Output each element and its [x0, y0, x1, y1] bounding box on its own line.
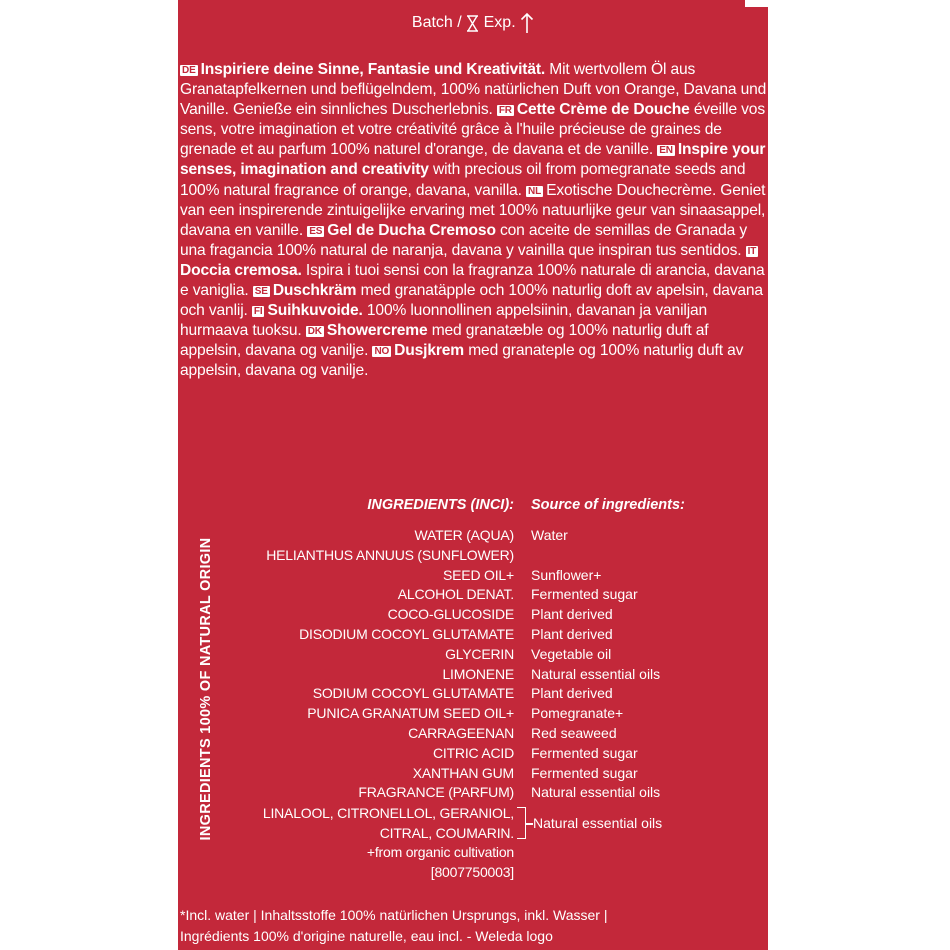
ingredient-row	[178, 605, 768, 625]
description-heading: Showercreme	[326, 322, 428, 340]
ingredient-row	[178, 645, 768, 665]
multilingual-description	[180, 60, 768, 382]
source-heading: Source of ingredients:	[531, 497, 685, 513]
ingredient-row	[178, 744, 768, 764]
description-text: with precious oil from pomegranate seeds and 100% natural fragrance of orange, davana, vanilla.	[180, 161, 746, 199]
ingredient-row	[178, 724, 768, 744]
ingredient-source: Red seaweed	[531, 724, 617, 741]
description-heading: Duschkräm	[272, 282, 357, 300]
ingredient-source: Plant derived	[531, 625, 613, 642]
description-text: med granatäpple och 100% naturlig doft av apelsin, davana och vanlij.	[180, 282, 763, 320]
ingredient-rows	[178, 526, 768, 803]
ingredient-source: Fermented sugar	[531, 586, 638, 603]
natural-origin-text: INGREDIENTS 100% OF NATURAL ORIGIN	[198, 537, 214, 841]
language-tag: FI	[253, 306, 263, 318]
ingredient-name: WATER (AQUA)	[414, 527, 514, 543]
ingredient-row	[178, 546, 768, 566]
ingredient-source: Fermented sugar	[531, 764, 638, 781]
footer-line: *Incl. water | Inhaltsstoffe 100% natürlichen Ursprungs, inkl. Wasser |	[180, 907, 608, 923]
ingredient-name: HELIANTHUS ANNUUS (SUNFLOWER)	[266, 546, 514, 563]
language-tag: ES	[309, 225, 323, 237]
batch-expiry-header	[178, 12, 768, 34]
ingredient-name: CARRAGEENAN	[408, 724, 514, 741]
arrow-up-icon	[520, 12, 534, 34]
ingredient-name: PUNICA GRANATUM SEED OIL+	[307, 705, 514, 722]
ingredient-name: DISODIUM COCOYL GLUTAMATE	[299, 625, 514, 642]
footer-note	[180, 905, 768, 947]
description-heading: Cette Crème de Douche	[516, 101, 690, 119]
ingredient-row	[178, 783, 768, 803]
ingredients-list	[178, 526, 768, 883]
ingredient-name: FRAGRANCE (PARFUM)	[358, 784, 514, 801]
ingredient-source: Natural essential oils	[531, 665, 661, 682]
ingredient-source: Plant derived	[531, 685, 613, 702]
ingredient-group-row	[178, 803, 768, 843]
product-code-row	[178, 863, 768, 883]
ingredient-source: Sunflower+	[531, 566, 602, 583]
description-text: med granatæble og 100% naturlig duft af appelsin, davana og vanilje.	[180, 322, 709, 360]
natural-origin-claim	[186, 516, 226, 862]
description-heading: Inspiriere deine Sinne, Fantasie und Kreativität.	[200, 61, 546, 78]
ingredient-source: Fermented sugar	[531, 744, 638, 761]
ingredient-name: SEED OIL+	[443, 566, 514, 583]
language-tag: FR	[498, 105, 512, 117]
ingredient-row	[178, 665, 768, 685]
language-tag: NL	[528, 185, 542, 197]
ingredient-row	[178, 585, 768, 605]
ingredient-source: Plant derived	[531, 606, 613, 623]
ingredient-name: COCO-GLUCOSIDE	[387, 606, 514, 623]
label-corner-cutout	[745, 0, 768, 7]
language-tag: DE	[182, 65, 196, 76]
description-text: Mit wertvollem Öl aus Granatapfelkernen und beflügelndem, 100% natürlichen Duft von Orange, Davana und Vanille. Genieße ein sinnliches Duscherlebnis.	[180, 61, 767, 119]
description-heading: Suihkuvoide.	[267, 302, 363, 320]
ingredient-group-names	[263, 803, 514, 843]
description-heading: Dusjkrem	[394, 342, 465, 360]
ingredient-name: GLYCERIN	[445, 645, 514, 662]
product-label	[178, 0, 768, 950]
ingredients-heading: INGREDIENTS (INCI):	[367, 497, 514, 513]
language-tag: DK	[307, 326, 322, 338]
batch-label: Batch /	[411, 14, 462, 32]
ingredient-source: Natural essential oils	[531, 784, 661, 801]
description-heading: Gel de Ducha Cremoso	[327, 221, 496, 239]
description-text: Exotische Douchecrème. Geniet van een inspirerende zintuigelijke ervaring met 100% natuurlijke geur van sinaasappel, davana en vanille.	[180, 181, 766, 239]
organic-note: +from organic cultivation	[366, 844, 514, 861]
ingredient-row	[178, 764, 768, 784]
ingredient-group-line: CITRAL, COUMARIN.	[379, 825, 514, 842]
ingredient-row	[178, 684, 768, 704]
ingredient-row	[178, 526, 768, 546]
hourglass-icon	[466, 15, 479, 32]
language-tag: EN	[659, 145, 673, 157]
ingredient-source: Water	[531, 527, 568, 543]
description-text: 100% luonnollinen appelsiinin, davanan ja vaniljan hurmaava tuoksu.	[180, 302, 708, 340]
organic-note-row	[178, 843, 768, 863]
language-tag: IT	[747, 245, 757, 257]
ingredient-name: LIMONENE	[442, 665, 514, 682]
product-code: [8007750003]	[430, 863, 514, 880]
description-text: Ispira i tuoi sensi con la fragranza 100% naturale di arancia, davana e vaniglia.	[180, 261, 765, 300]
bracket-tick	[525, 823, 533, 825]
expiry-label: Exp.	[483, 14, 516, 32]
ingredient-name: SODIUM COCOYL GLUTAMATE	[312, 685, 514, 702]
description-text: med granateple og 100% naturlig duft av appelsin, davana og vanilje.	[180, 342, 744, 380]
ingredient-source: Pomegranate+	[531, 705, 624, 722]
ingredient-row	[178, 704, 768, 724]
description-heading: Doccia cremosa.	[180, 261, 302, 279]
ingredient-name: XANTHAN GUM	[412, 764, 514, 781]
ingredient-group-source: Natural essential oils	[533, 815, 663, 832]
ingredient-name: ALCOHOL DENAT.	[397, 586, 514, 603]
footer-line: Ingrédients 100% d'origine naturelle, eau incl. - Weleda logo	[180, 928, 553, 944]
language-tag: NO	[374, 346, 390, 358]
language-tag: SE	[254, 286, 268, 298]
description-text: con aceite de semillas de Granada y una fragancia 100% natural de naranja, davana y vainilla que inspiran tus sentidos.	[180, 221, 748, 259]
description-heading: Inspire your senses, imagination and creativity	[180, 141, 766, 179]
ingredient-row	[178, 566, 768, 586]
ingredient-source: Vegetable oil	[531, 645, 612, 662]
ingredient-name: CITRIC ACID	[432, 744, 514, 761]
ingredient-group-line: LINALOOL, CITRONELLOL, GERANIOL,	[262, 805, 514, 822]
ingredient-row	[178, 625, 768, 645]
description-text: éveille vos sens, votre imagination et votre créativité grâce à l'huile précieuse de graines de grenade et au parfum 100% naturel d'orange, de davana et de vanille.	[180, 101, 765, 159]
